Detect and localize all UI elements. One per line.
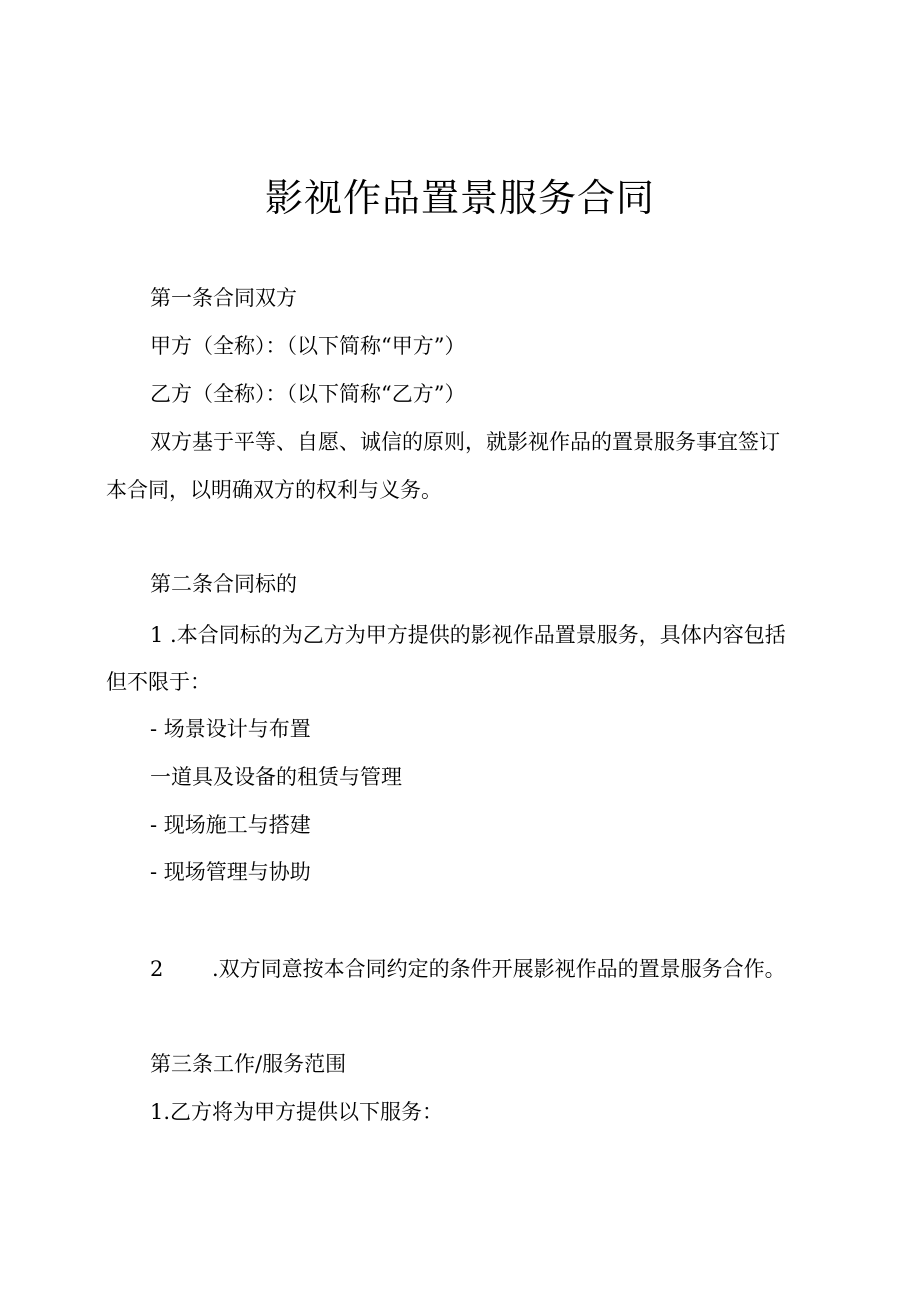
bullet-construction: - 现场施工与搭建 xyxy=(150,813,311,837)
document-title: 影视作品置景服务合同 xyxy=(264,176,655,220)
intro-line-2: 本合同，以明确双方的权利与义务。 xyxy=(106,478,442,502)
bullet-site-management: - 现场管理与协助 xyxy=(150,860,311,884)
bullet-props-rental: 一道具及设备的租赁与管理 xyxy=(150,765,402,789)
party-a-line: 甲方（全称）：（以下简称“甲方”） xyxy=(150,334,466,358)
item-1-line-1: 1 .本合同标的为乙方为甲方提供的影视作品置景服务，具体内容包括 xyxy=(150,623,786,647)
article-2-heading: 第二条合同标的 xyxy=(150,572,297,596)
party-b-line: 乙方（全称）：（以下简称“乙方”） xyxy=(150,382,466,406)
article-3-heading: 第三条工作/服务范围 xyxy=(150,1052,347,1076)
article-3-item-1: 1.乙方将为甲方提供以下服务： xyxy=(150,1100,444,1124)
item-1-line-2: 但不限于： xyxy=(106,670,211,694)
item-2-text: .双方同意按本合同约定的条件开展影视作品的置景服务合作。 xyxy=(212,957,786,981)
bullet-scene-design: - 场景设计与布置 xyxy=(150,717,311,741)
article-1-heading: 第一条合同双方 xyxy=(150,286,297,310)
intro-line-1: 双方基于平等、自愿、诚信的原则，就影视作品的置景服务事宜签订 xyxy=(150,430,780,454)
item-2-number: 2 xyxy=(150,957,164,981)
